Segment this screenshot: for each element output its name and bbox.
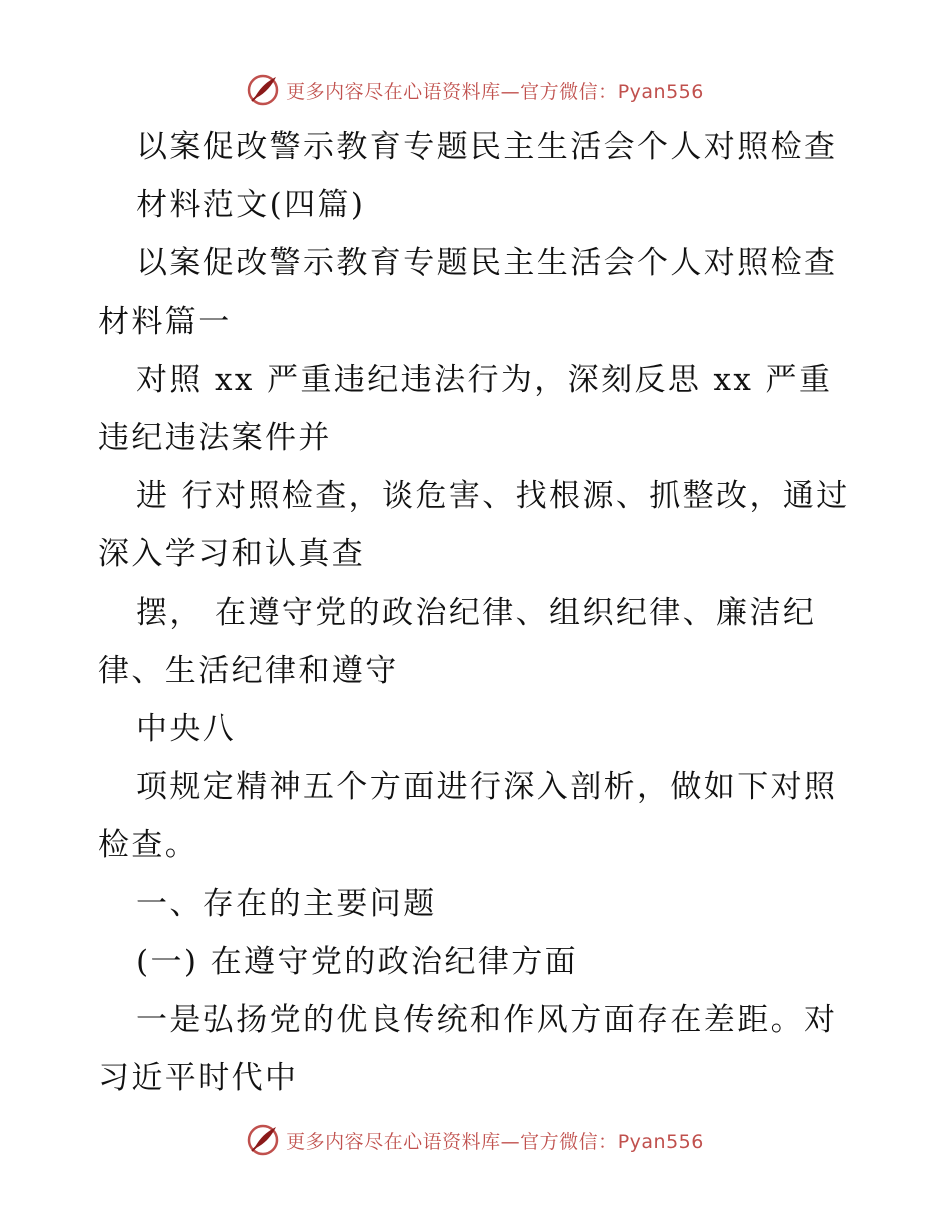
title-line-1: 以案促改警示教育专题民主生活会个人对照检查 (136, 129, 838, 165)
paragraph: 摆， 在遵守党的政治纪律、组织纪律、廉洁纪律、生活纪律和遵守 (98, 594, 817, 689)
paragraph: 对照 xx 严重违纪违法行为，深刻反思 xx 严重违纪违法案件并 (98, 361, 833, 457)
wechat-account: Pyan556 (617, 80, 704, 103)
section-title: 以案促改警示教育专题民主生活会个人对照检查材料篇一 (98, 245, 838, 340)
title-line-2: 材料范文(四篇) (136, 187, 366, 224)
banner-text: 更多内容尽在心语资料库—官方微信：Pyan556 (286, 80, 704, 103)
feather-quill-logo-icon (246, 73, 280, 107)
paragraph: 项规定精神五个方面进行深入剖析，做如下对照检查。 (98, 769, 838, 864)
wechat-account: Pyan556 (617, 1130, 704, 1153)
banner-text: 更多内容尽在心语资料库—官方微信：Pyan556 (286, 1130, 704, 1153)
feather-quill-logo-icon (246, 1123, 280, 1157)
header-banner (0, 70, 950, 110)
paragraph: 进 行对照检查，谈危害、找根源、抓整改，通过深入学习和认真查 (98, 478, 850, 573)
heading-main-problems: 一、存在的主要问题 (136, 885, 437, 922)
subheading-political-discipline: (一) 在遵守党的政治纪律方面 (136, 943, 579, 980)
footer-banner (0, 1120, 950, 1160)
document-body (98, 118, 858, 1107)
paragraph: 中央八 (136, 711, 237, 748)
paragraph: 一是弘扬党的优良传统和作风方面存在差距。对习近平时代中 (98, 1002, 838, 1097)
